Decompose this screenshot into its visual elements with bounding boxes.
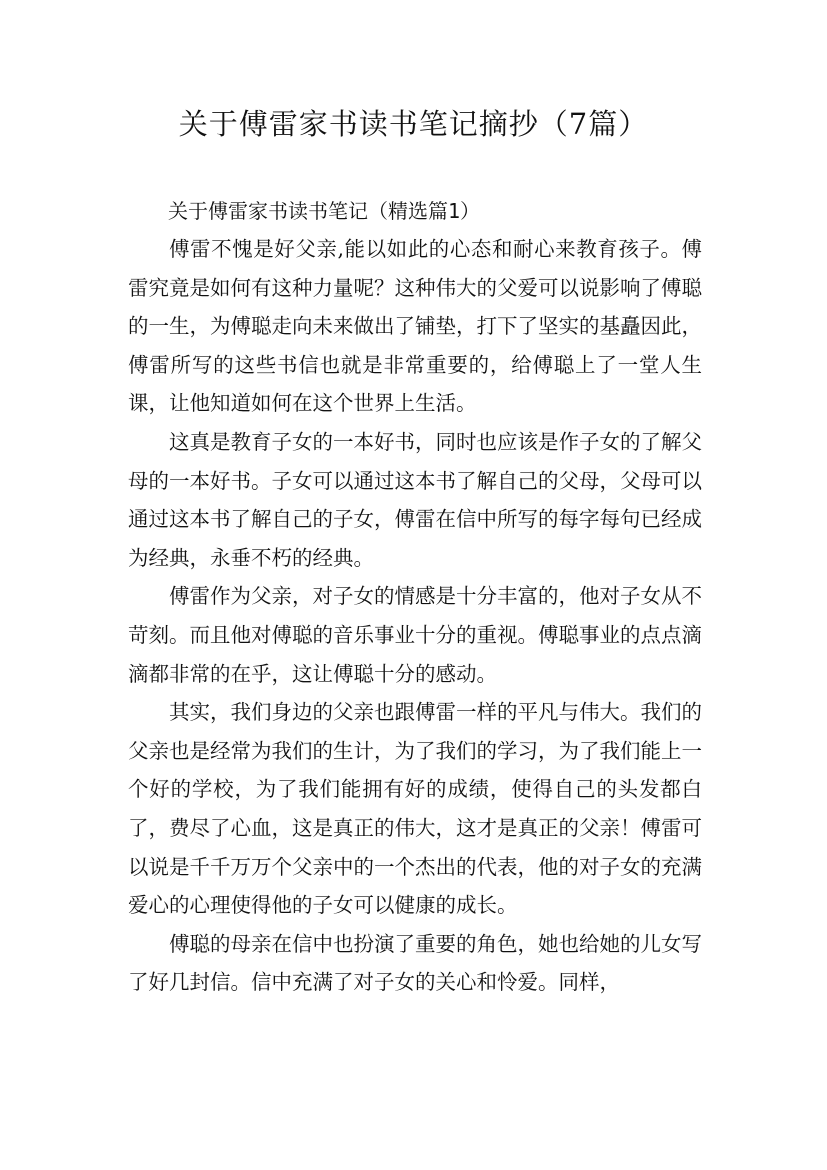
document-body (128, 192, 702, 1002)
paragraph-3: 傅雷作为父亲，对子女的情感是十分丰富的，他对子女从不苛刻。而且他对傅聪的音乐事业十分的重视。傅聪事业的点点滴滴都非常的在乎，这让傅聪十分的感动。 (128, 584, 702, 686)
paragraph-2: 这真是教育子女的一本好书，同时也应该是作子女的了解父母的一本好书。子女可以通过这本书了解自己的父母，父母可以通过这本书了解自己的子女，傅雷在信中所写的每字每句已经成为经典，永垂不朽的经典。 (128, 429, 702, 570)
paragraph-5: 傅聪的母亲在信中也扮演了重要的角色，她也给她的儿女写了好几封信。信中充满了对子女的关心和怜爱。同样， (128, 931, 702, 995)
section-heading: 关于傅雷家书读书笔记（精选篇1） (168, 199, 481, 223)
paragraph-4: 其实，我们身边的父亲也跟傅雷一样的平凡与伟大。我们的父亲也是经常为我们的生计，为了我们的学习，为了我们能上一个好的学校，为了我们能拥有好的成绩，使得自己的头发都白了，费尽了心血，这是真正的伟大，这才是真正的父亲！傅雷可以说是千千万万个父亲中的一个杰出的代表，他的对子女的充满爱心的心理使得他的子女可以健康的成长。 (128, 700, 702, 918)
paragraph-1: 傅雷不愧是好父亲,能以如此的心态和耐心来教育孩子。傅雷究竟是如何有这种力量呢？这种伟大的父爱可以说影响了傅聪的一生，为傅聪走向未来做出了铺垫，打下了坚实的基矗因此，傅雷所写的这些书信也就是非常重要的，给傅聪上了一堂人生课，让他知道如何在这个世界上生活。 (128, 237, 702, 416)
document-title: 关于傅雷家书读书笔记摘抄（7篇） (178, 107, 649, 141)
